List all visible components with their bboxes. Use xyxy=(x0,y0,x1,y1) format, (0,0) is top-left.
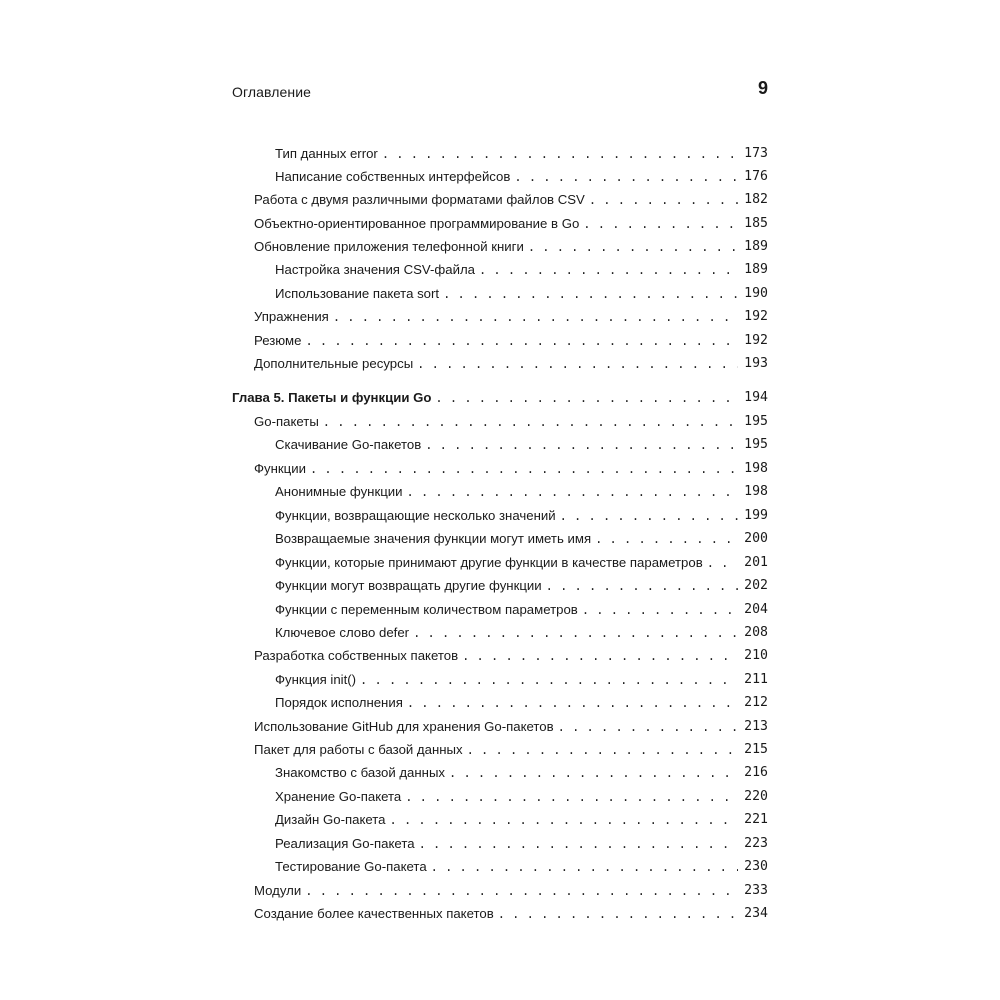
toc-entry-page: 200 xyxy=(744,531,768,546)
dot-leader xyxy=(435,391,738,406)
toc-entry-title: Дизайн Go-пакета xyxy=(275,812,386,827)
toc-entry xyxy=(275,282,768,302)
toc-entry xyxy=(275,621,768,641)
toc-entry xyxy=(275,598,768,618)
toc-entry-title: Написание собственных интерфейсов xyxy=(275,169,511,184)
toc-entry-page: 198 xyxy=(744,461,768,476)
toc-entry-title: Настройка значения CSV-файла xyxy=(275,262,475,277)
toc-entry-page: 223 xyxy=(744,836,768,851)
running-title: Оглавление xyxy=(232,84,312,100)
toc-entry-page: 201 xyxy=(744,555,768,570)
toc-entry-title: Ключевое слово defer xyxy=(275,625,410,640)
dot-leader xyxy=(305,884,738,899)
toc-entry-title: Анонимные функции xyxy=(275,484,403,499)
toc-entry xyxy=(275,504,768,524)
dot-leader xyxy=(305,334,738,349)
toc-entry xyxy=(254,457,768,477)
dot-leader xyxy=(479,263,738,278)
toc-entry-page: 192 xyxy=(744,309,768,324)
dot-leader xyxy=(333,310,738,325)
toc-entry-page: 204 xyxy=(744,602,768,617)
toc-entry-page: 194 xyxy=(744,390,768,405)
toc-entry xyxy=(254,212,768,232)
toc-entry-page: 202 xyxy=(744,578,768,593)
toc-entry-title: Пакет для работы с базой данных xyxy=(254,742,463,757)
dot-leader xyxy=(449,766,738,781)
toc-entry-title: Использование пакета sort xyxy=(275,286,440,301)
toc-entry-title: Объектно-ориентированное программирование в Go xyxy=(254,216,580,231)
toc-entry xyxy=(275,433,768,453)
toc-entry-title: Глава 5. Пакеты и функции Go xyxy=(232,390,432,405)
dot-leader xyxy=(546,579,739,594)
dot-leader xyxy=(425,438,738,453)
dot-leader xyxy=(514,170,738,185)
toc-entry xyxy=(254,644,768,664)
toc-entry xyxy=(275,785,768,805)
toc-entry-page: 230 xyxy=(744,859,768,874)
toc-entry xyxy=(254,738,768,758)
toc-entry-page: 233 xyxy=(744,883,768,898)
toc-entry-title: Скачивание Go-пакетов xyxy=(275,437,422,452)
toc-entry-page: 185 xyxy=(744,216,768,231)
dot-leader xyxy=(417,357,738,372)
toc-entry-page: 173 xyxy=(744,146,768,161)
dot-leader xyxy=(413,626,738,641)
toc-entry xyxy=(275,142,768,162)
toc-entry-page: 221 xyxy=(744,812,768,827)
toc-entry-title: Разработка собственных пакетов xyxy=(254,648,459,663)
toc-entry-title: Работа с двумя различными форматами файлов CSV xyxy=(254,192,585,207)
toc-entry-title: Обновление приложения телефонной книги xyxy=(254,239,524,254)
toc-entry-page: 211 xyxy=(744,672,768,687)
page-number: 9 xyxy=(757,78,768,98)
toc-entry-page: 189 xyxy=(744,239,768,254)
toc-entry-title: Функции с переменным количеством параметров xyxy=(275,602,578,617)
toc-entry xyxy=(254,410,768,430)
dot-leader xyxy=(310,462,738,477)
toc-entry-page: 193 xyxy=(744,356,768,371)
toc-entry xyxy=(275,808,768,828)
toc-entry-title: Знакомство с базой данных xyxy=(275,765,446,780)
dot-leader xyxy=(498,907,738,922)
dot-leader xyxy=(582,603,738,618)
toc-entry-page: 215 xyxy=(744,742,768,757)
toc-entry xyxy=(275,761,768,781)
dot-leader xyxy=(360,673,738,688)
toc-entry-page: 234 xyxy=(744,906,768,921)
toc-entry-title: Порядок исполнения xyxy=(275,695,403,710)
toc-entry-page: 195 xyxy=(744,437,768,452)
toc-chapter-entry xyxy=(232,386,768,406)
toc-entry-page: 190 xyxy=(744,286,768,301)
dot-leader xyxy=(382,147,738,162)
toc-entry-title: Хранение Go-пакета xyxy=(275,789,402,804)
toc-entry-title: Возвращаемые значения функции могут иметь имя xyxy=(275,531,592,546)
toc-entry-title: Функции, которые принимают другие функции в качестве параметров xyxy=(275,555,703,570)
toc-entry xyxy=(254,352,768,372)
dot-leader xyxy=(558,720,739,735)
toc-entry-title: Go-пакеты xyxy=(254,414,319,429)
toc-entry-title: Тестирование Go-пакета xyxy=(275,859,427,874)
dot-leader xyxy=(407,696,738,711)
toc-entry xyxy=(275,855,768,875)
toc-entry xyxy=(275,551,768,571)
toc-entry-page: 208 xyxy=(744,625,768,640)
toc-entry xyxy=(275,832,768,852)
dot-leader xyxy=(462,649,738,664)
toc-entry-page: 195 xyxy=(744,414,768,429)
toc-entry-title: Дополнительные ресурсы xyxy=(254,356,414,371)
toc-entry-page: 220 xyxy=(744,789,768,804)
toc-entry-page: 210 xyxy=(744,648,768,663)
toc-entry-page: 199 xyxy=(744,508,768,523)
toc-entry-page: 213 xyxy=(744,719,768,734)
toc-entry-page: 212 xyxy=(744,695,768,710)
toc-entry-page: 189 xyxy=(744,262,768,277)
toc-entry xyxy=(275,480,768,500)
toc-entry-title: Функция init() xyxy=(275,672,357,687)
toc-entry-title: Функции, возвращающие несколько значений xyxy=(275,508,556,523)
toc-entry-title: Упражнения xyxy=(254,309,329,324)
toc-entry-title: Резюме xyxy=(254,333,302,348)
toc-entry-title: Тип данных error xyxy=(275,146,378,161)
toc-entry xyxy=(254,902,768,922)
toc-entry-title: Реализация Go-пакета xyxy=(275,836,415,851)
toc-entry-page: 192 xyxy=(744,333,768,348)
toc-entry xyxy=(254,879,768,899)
toc-entry xyxy=(275,527,768,547)
dot-leader xyxy=(323,415,738,430)
toc-entry xyxy=(254,188,768,208)
dot-leader xyxy=(589,193,738,208)
dot-leader xyxy=(583,217,738,232)
toc-entry-title: Функции xyxy=(254,461,306,476)
toc-entry xyxy=(275,574,768,594)
toc-entry xyxy=(275,668,768,688)
toc-entry xyxy=(275,165,768,185)
toc-entry xyxy=(254,305,768,325)
dot-leader xyxy=(407,485,739,500)
dot-leader xyxy=(419,837,739,852)
dot-leader xyxy=(443,287,738,302)
toc-entry-title: Функции могут возвращать другие функции xyxy=(275,578,542,593)
toc-entry-page: 198 xyxy=(744,484,768,499)
dot-leader xyxy=(528,240,738,255)
toc-entry-title: Использование GitHub для хранения Go-пакетов xyxy=(254,719,554,734)
toc-entry-title: Модули xyxy=(254,883,302,898)
toc-entry xyxy=(254,235,768,255)
toc-entry-title: Создание более качественных пакетов xyxy=(254,906,494,921)
toc-entry xyxy=(254,329,768,349)
toc-entry-page: 216 xyxy=(744,765,768,780)
dot-leader xyxy=(595,532,738,547)
dot-leader xyxy=(390,813,739,828)
dot-leader xyxy=(405,790,738,805)
toc-entry-page: 182 xyxy=(744,192,768,207)
dot-leader xyxy=(467,743,739,758)
toc-entry-page: 176 xyxy=(744,169,768,184)
toc-entry xyxy=(254,715,768,735)
toc-entry xyxy=(275,258,768,278)
dot-leader xyxy=(560,509,739,524)
toc-entry xyxy=(275,691,768,711)
dot-leader xyxy=(431,860,739,875)
dot-leader xyxy=(707,556,738,571)
